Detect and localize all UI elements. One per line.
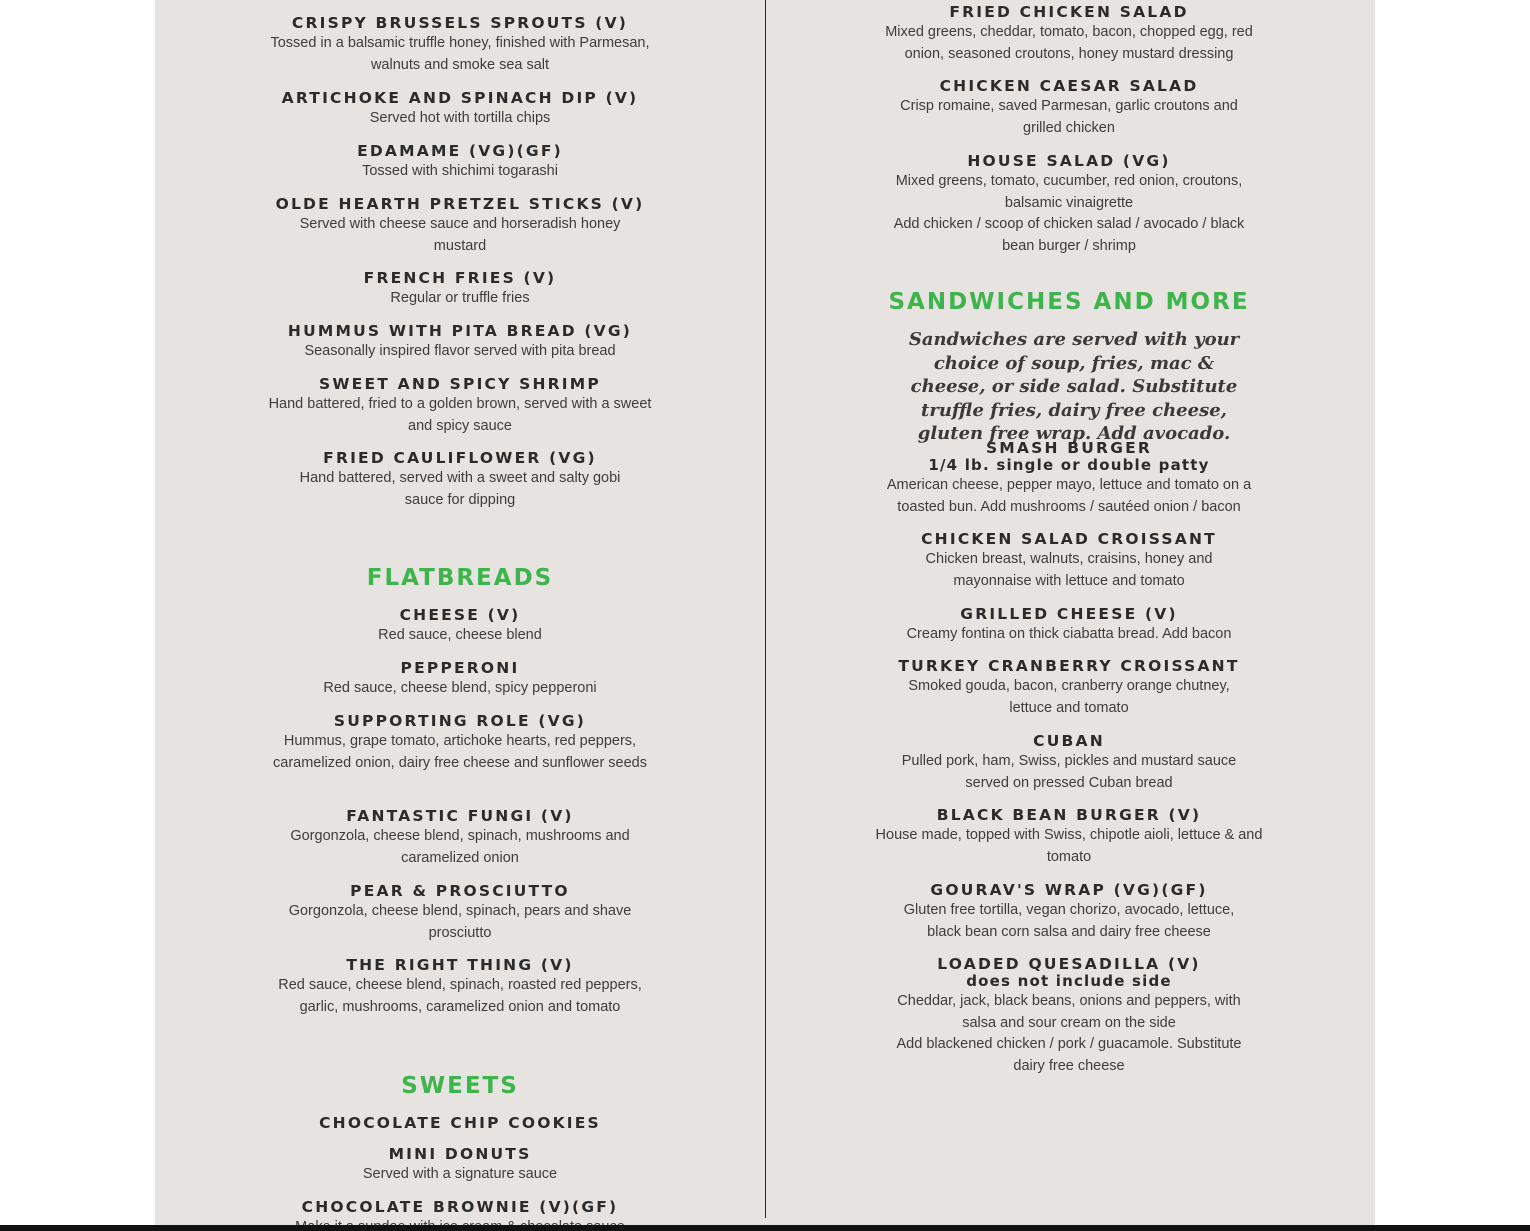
menu-item <box>250 713 670 774</box>
menu-item <box>250 883 670 944</box>
menu-page <box>155 0 1375 1231</box>
item-name: EDAMAME (VG)(GF) <box>357 142 563 160</box>
menu-item <box>250 450 670 511</box>
item-name: CUBAN <box>1033 732 1105 750</box>
menu-item <box>250 323 670 363</box>
item-description: Served with cheese sauce and horseradish honey mustard <box>299 216 621 254</box>
item-name: GOURAV'S WRAP (VG)(GF) <box>930 881 1208 899</box>
section-title-flatbreads: FLATBREADS <box>366 565 554 591</box>
item-extra: Add blackened chicken / pork / guacamole. Substitute dairy free cheese <box>896 1036 1242 1074</box>
item-description: Cheddar, jack, black beans, onions and peppers, with salsa and sour cream on the side <box>897 993 1241 1031</box>
item-description: Red sauce, cheese blend, spicy pepperoni <box>323 680 597 696</box>
item-name: SWEET AND SPICY SHRIMP <box>319 375 601 393</box>
menu-item <box>250 15 670 76</box>
item-description: Red sauce, cheese blend, spinach, roasted red peppers, garlic, mushrooms, caramelized onion and tomato <box>278 977 642 1015</box>
menu-item <box>859 956 1279 1077</box>
item-description: Gorgonzola, cheese blend, spinach, mushrooms and caramelized onion <box>290 828 630 866</box>
item-name: CHEESE (V) <box>399 606 521 624</box>
item-description: Hand battered, served with a sweet and salty gobi sauce for dipping <box>299 470 621 508</box>
menu-item <box>250 270 670 310</box>
menu-item <box>859 531 1279 592</box>
item-name: SUPPORTING ROLE (VG) <box>333 712 587 730</box>
menu-item <box>250 808 670 869</box>
menu-item <box>250 957 670 1018</box>
item-name: SMASH BURGER <box>985 439 1153 457</box>
menu-item <box>859 606 1279 646</box>
item-name: CHICKEN CAESAR SALAD <box>939 77 1199 95</box>
menu-item <box>859 78 1279 139</box>
item-description: Served hot with tortilla chips <box>369 110 551 126</box>
item-subtitle: does not include side <box>966 972 1172 990</box>
item-name: TURKEY CRANBERRY CROISSANT <box>898 657 1240 675</box>
bottom-edge-bar <box>0 1225 1530 1231</box>
menu-item <box>859 440 1279 518</box>
item-extra: Add chicken / scoop of chicken salad / avocado / black bean burger / shrimp <box>893 216 1245 254</box>
item-name: HUMMUS WITH PITA BREAD (VG) <box>287 322 633 340</box>
item-name: OLDE HEARTH PRETZEL STICKS (V) <box>275 195 645 213</box>
item-name: FRIED CHICKEN SALAD <box>949 3 1189 21</box>
item-description: Creamy fontina on thick ciabatta bread. Add bacon <box>906 626 1232 642</box>
item-description: Served with a signature sauce <box>362 1166 558 1182</box>
item-name: CHICKEN SALAD CROISSANT <box>921 530 1217 548</box>
item-name: GRILLED CHEESE (V) <box>960 605 1178 623</box>
item-description: Mixed greens, tomato, cucumber, red onion, croutons, balsamic vinaigrette <box>895 173 1243 211</box>
item-name: MINI DONUTS <box>388 1145 532 1163</box>
menu-item <box>859 807 1279 868</box>
item-description: Gluten free tortilla, vegan chorizo, avocado, lettuce, black bean corn salsa and dairy free cheese <box>903 902 1235 940</box>
item-name: BLACK BEAN BURGER (V) <box>936 806 1202 824</box>
section-title-sweets: SWEETS <box>401 1073 519 1099</box>
item-name: CRISPY BRUSSELS SPROUTS (V) <box>291 14 629 32</box>
menu-item <box>250 1115 670 1132</box>
item-name: LOADED QUESADILLA (V) <box>937 955 1201 973</box>
column-divider <box>765 0 766 1218</box>
menu-item <box>250 660 670 700</box>
menu-item <box>250 143 670 183</box>
item-description: Hummus, grape tomato, artichoke hearts, red peppers, caramelized onion, dairy free cheese and sunflower seeds <box>273 733 647 771</box>
item-name: CHOCOLATE BROWNIE (V)(GF) <box>301 1198 619 1216</box>
item-description: Tossed with shichimi togarashi <box>362 163 558 179</box>
item-description: Mixed greens, cheddar, tomato, bacon, chopped egg, red onion, seasoned croutons, honey mustard dressing <box>885 24 1253 62</box>
item-description: Red sauce, cheese blend <box>378 627 542 643</box>
item-description: American cheese, pepper mayo, lettuce and tomato on a toasted bun. Add mushrooms / sautéed onion / bacon <box>886 477 1252 515</box>
menu-item <box>859 882 1279 943</box>
item-name: CHOCOLATE CHIP COOKIES <box>319 1114 601 1132</box>
section-title-sandwiches: SANDWICHES AND MORE <box>888 289 1250 315</box>
item-name: THE RIGHT THING (V) <box>346 956 574 974</box>
menu-item <box>859 733 1279 794</box>
item-name: ARTICHOKE AND SPINACH DIP (V) <box>281 89 639 107</box>
item-description: Pulled pork, ham, Swiss, pickles and mustard sauce served on pressed Cuban bread <box>901 753 1237 791</box>
menu-item <box>250 607 670 647</box>
item-description: Gorgonzola, cheese blend, spinach, pears and shave prosciutto <box>288 903 632 941</box>
item-description: Chicken breast, walnuts, craisins, honey and mayonnaise with lettuce and tomato <box>925 551 1213 589</box>
item-subtitle: 1/4 lb. single or double patty <box>928 456 1210 474</box>
item-name: FRIED CAULIFLOWER (VG) <box>323 449 597 467</box>
item-name: FRENCH FRIES (V) <box>363 269 557 287</box>
menu-item <box>859 4 1279 65</box>
item-description: Seasonally inspired flavor served with pita bread <box>304 343 616 359</box>
item-name: FANTASTIC FUNGI (V) <box>346 807 574 825</box>
item-description: Tossed in a balsamic truffle honey, finished with Parmesan, walnuts and smoke sea salt <box>270 35 650 73</box>
menu-item <box>859 658 1279 719</box>
item-description: House made, topped with Swiss, chipotle aioli, lettuce & and tomato <box>875 827 1263 865</box>
menu-item <box>250 1146 670 1186</box>
item-description: Hand battered, fried to a golden brown, served with a sweet and spicy sauce <box>268 396 652 434</box>
item-name: HOUSE SALAD (VG) <box>967 152 1171 170</box>
menu-item <box>250 376 670 437</box>
menu-item <box>250 196 670 257</box>
menu-item <box>859 153 1279 257</box>
item-description: Regular or truffle fries <box>390 290 530 306</box>
item-name: PEAR & PROSCIUTTO <box>350 882 570 900</box>
section-note: Sandwiches are served with your choice of soup, fries, mac & cheese, or side salad. Substitute truffle fries, dairy free cheese, gluten free wrap. Add avocado. <box>908 329 1240 444</box>
item-description: Crisp romaine, saved Parmesan, garlic croutons and grilled chicken <box>900 98 1238 136</box>
menu-item <box>250 90 670 130</box>
item-description: Smoked gouda, bacon, cranberry orange chutney, lettuce and tomato <box>908 678 1230 716</box>
item-name: PEPPERONI <box>400 659 520 677</box>
